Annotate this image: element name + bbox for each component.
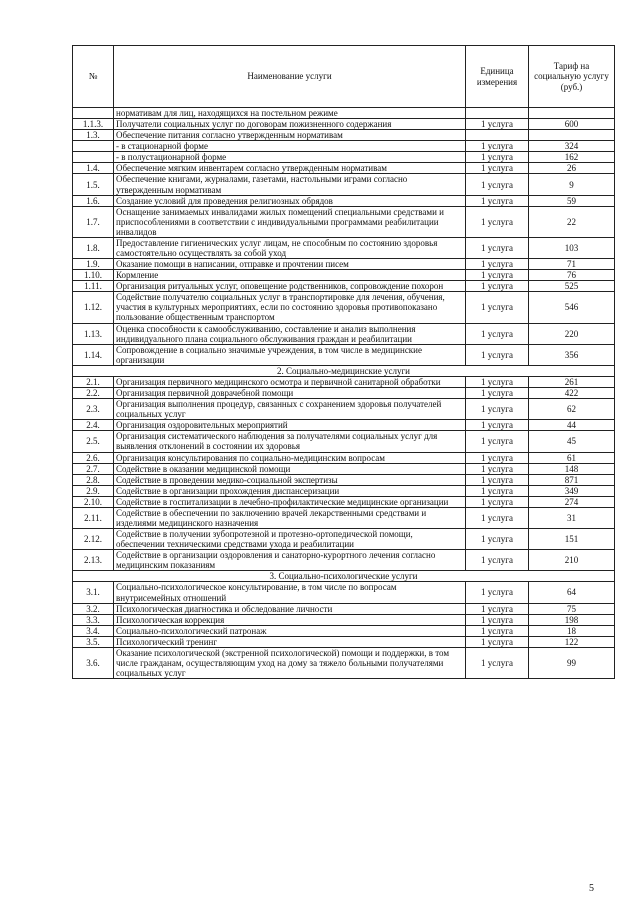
row-number-cell: 2.4. [73,420,114,431]
price-cell: 871 [529,474,615,485]
table-row [73,376,615,387]
row-number-cell: 2.8. [73,474,114,485]
price-cell: 122 [529,636,615,647]
service-name-cell: Психологический тренинг [114,636,466,647]
service-name-cell: Создание условий для проведения религиозных обрядов [114,195,466,206]
price-cell: 324 [529,141,615,152]
service-name-cell: Сопровождение в социально значимые учреждения, в том числе в медицинские организации [114,344,466,365]
table-row [73,292,615,323]
row-number-cell: 1.13. [73,323,114,344]
table-row [73,270,615,281]
table-row [73,281,615,292]
price-cell: 261 [529,376,615,387]
row-number-cell: 2.9. [73,485,114,496]
row-number-cell: 1.6. [73,195,114,206]
table-row [73,195,615,206]
row-number-cell: 1.7. [73,206,114,237]
page-number: 5 [589,883,594,894]
service-name-cell: нормативам для лиц, находящихся на постельном режиме [114,108,466,119]
section-title: 3. Социально-психологические услуги [73,571,615,582]
table-row [73,323,615,344]
table-body [73,108,615,679]
price-cell: 349 [529,485,615,496]
service-name-cell: Содействие в организации оздоровления и санаторно-курортного лечения согласно медицинским показаниям [114,550,466,571]
row-number-cell: 2.6. [73,452,114,463]
price-cell: 61 [529,452,615,463]
table-row [73,614,615,625]
price-cell [529,108,615,119]
unit-cell: 1 услуга [466,152,529,163]
row-number-cell: 3.6. [73,647,114,678]
table-row [73,130,615,141]
service-name-cell: Содействие в госпитализации в лечебно-профилактические медицинские организации [114,496,466,507]
price-cell: 18 [529,625,615,636]
service-name-cell: Организация ритуальных услуг, оповещение родственников, сопровождение похорон [114,281,466,292]
unit-cell: 1 услуга [466,206,529,237]
price-cell: 162 [529,152,615,163]
service-name-cell: Предоставление гигиенических услуг лицам, не способным по состоянию здоровья самостоятельно осуществлять за собой уход [114,237,466,258]
service-name-cell: Получатели социальных услуг по договорам пожизненного содержания [114,119,466,130]
service-name-cell: Организация оздоровительных мероприятий [114,420,466,431]
service-name-cell: Социально-психологический патронаж [114,625,466,636]
table-row [73,152,615,163]
price-cell: 59 [529,195,615,206]
price-cell: 75 [529,603,615,614]
table-row [73,388,615,399]
unit-cell [466,108,529,119]
service-name-cell: Организация первичной доврачебной помощи [114,388,466,399]
table-row [73,625,615,636]
service-name-cell: Оценка способности к самообслуживанию, составление и анализ выполнения индивидуального плана социального обслуживания граждан и реабилитации [114,323,466,344]
unit-cell: 1 услуга [466,195,529,206]
price-cell: 76 [529,270,615,281]
table-row [73,529,615,550]
unit-cell: 1 услуга [466,474,529,485]
price-cell: 422 [529,388,615,399]
unit-cell: 1 услуга [466,636,529,647]
unit-cell: 1 услуга [466,259,529,270]
table-row [73,108,615,119]
table-row [73,507,615,528]
service-name-cell: Содействие в организации прохождения диспансеризации [114,485,466,496]
table-row [73,582,615,603]
table-row [73,603,615,614]
unit-cell: 1 услуга [466,174,529,195]
row-number-cell: 2.2. [73,388,114,399]
service-name-cell: Организация первичного медицинского осмотра и первичной санитарной обработки [114,376,466,387]
service-name-cell: Содействие в оказании медицинской помощи [114,463,466,474]
row-number-cell: 1.12. [73,292,114,323]
unit-cell [466,130,529,141]
price-cell: 525 [529,281,615,292]
price-cell [529,130,615,141]
price-cell: 220 [529,323,615,344]
row-number-cell: 1.9. [73,259,114,270]
price-cell: 62 [529,399,615,420]
row-number-cell: 2.7. [73,463,114,474]
unit-cell: 1 услуга [466,376,529,387]
price-cell: 71 [529,259,615,270]
table-row [73,550,615,571]
header-num: № [73,46,114,108]
row-number-cell: 1.8. [73,237,114,258]
row-number-cell: 3.2. [73,603,114,614]
price-cell: 45 [529,431,615,452]
price-cell: 198 [529,614,615,625]
unit-cell: 1 услуга [466,550,529,571]
unit-cell: 1 услуга [466,163,529,174]
unit-cell: 1 услуга [466,582,529,603]
service-name-cell: Психологическая диагностика и обследование личности [114,603,466,614]
table-row [73,237,615,258]
unit-cell: 1 услуга [466,420,529,431]
unit-cell: 1 услуга [466,647,529,678]
table-row [73,431,615,452]
row-number-cell: 2.5. [73,431,114,452]
section-header-row [73,571,615,582]
unit-cell: 1 услуга [466,625,529,636]
unit-cell: 1 услуга [466,507,529,528]
table-row [73,119,615,130]
price-cell: 151 [529,529,615,550]
price-cell: 103 [529,237,615,258]
service-name-cell: Оказание психологической (экстренной психологической) помощи и поддержки, в том числе гражданам, осуществляющим уход на дому за тяжело больными получателями социальных услуг [114,647,466,678]
unit-cell: 1 услуга [466,141,529,152]
table-row [73,452,615,463]
table-row [73,163,615,174]
unit-cell: 1 услуга [466,281,529,292]
service-name-cell: Организация выполнения процедур, связанных с сохранением здоровья получателей социальных услуг [114,399,466,420]
unit-cell: 1 услуга [466,292,529,323]
row-number-cell: 2.12. [73,529,114,550]
price-cell: 31 [529,507,615,528]
row-number-cell [73,141,114,152]
table-row [73,485,615,496]
row-number-cell: 1.1.3. [73,119,114,130]
unit-cell: 1 услуга [466,452,529,463]
service-name-cell: Обеспечение питания согласно утвержденным нормативам [114,130,466,141]
table-header-row [73,46,615,108]
row-number-cell: 3.4. [73,625,114,636]
row-number-cell [73,108,114,119]
row-number-cell: 2.1. [73,376,114,387]
table-row [73,174,615,195]
service-name-cell: Содействие в проведении медико-социальной экспертизы [114,474,466,485]
section-title: 2. Социально-медицинские услуги [73,365,615,376]
service-name-cell: Психологическая коррекция [114,614,466,625]
unit-cell: 1 услуга [466,603,529,614]
service-name-cell: - в полустационарной форме [114,152,466,163]
section-header-row [73,365,615,376]
row-number-cell: 2.11. [73,507,114,528]
service-name-cell: Социально-психологическое консультирование, в том числе по вопросам внутрисемейных отношений [114,582,466,603]
table-row [73,206,615,237]
table-row [73,647,615,678]
header-price: Тариф на социальную услугу (руб.) [529,46,615,108]
service-name-cell: Обеспечение книгами, журналами, газетами, настольными играми согласно утвержденным нормативам [114,174,466,195]
unit-cell: 1 услуга [466,614,529,625]
service-name-cell: Оказание помощи в написании, отправке и прочтении писем [114,259,466,270]
unit-cell: 1 услуга [466,344,529,365]
row-number-cell: 1.10. [73,270,114,281]
row-number-cell: 3.3. [73,614,114,625]
unit-cell: 1 услуга [466,463,529,474]
row-number-cell: 3.5. [73,636,114,647]
row-number-cell: 3.1. [73,582,114,603]
table-row [73,636,615,647]
unit-cell: 1 услуга [466,270,529,281]
row-number-cell: 2.10. [73,496,114,507]
unit-cell: 1 услуга [466,529,529,550]
service-name-cell: Содействие получателю социальных услуг в транспортировке для лечения, обучения, участия в культурных мероприятиях, если по состоянию здоровья противопоказано пользование общественным транспортом [114,292,466,323]
header-unit: Единица измерения [466,46,529,108]
price-cell: 64 [529,582,615,603]
price-cell: 26 [529,163,615,174]
row-number-cell: 1.4. [73,163,114,174]
price-cell: 44 [529,420,615,431]
table-row [73,463,615,474]
unit-cell: 1 услуга [466,237,529,258]
row-number-cell [73,152,114,163]
table-row [73,399,615,420]
header-name: Наименование услуги [114,46,466,108]
row-number-cell: 1.3. [73,130,114,141]
unit-cell: 1 услуга [466,485,529,496]
price-cell: 148 [529,463,615,474]
unit-cell: 1 услуга [466,323,529,344]
table-row [73,259,615,270]
price-cell: 600 [529,119,615,130]
price-cell: 9 [529,174,615,195]
price-cell: 99 [529,647,615,678]
price-cell: 274 [529,496,615,507]
unit-cell: 1 услуга [466,119,529,130]
service-name-cell: Оснащение занимаемых инвалидами жилых помещений специальными средствами и приспособлениями в соответствии с индивидуальными программами реабилитации инвалидов [114,206,466,237]
service-name-cell: Организация консультирования по социально-медицинским вопросам [114,452,466,463]
unit-cell: 1 услуга [466,388,529,399]
tariff-table [72,45,615,679]
row-number-cell: 1.14. [73,344,114,365]
row-number-cell: 2.13. [73,550,114,571]
service-name-cell: - в стационарной форме [114,141,466,152]
row-number-cell: 1.11. [73,281,114,292]
table-row [73,141,615,152]
price-cell: 546 [529,292,615,323]
table-row [73,496,615,507]
price-cell: 356 [529,344,615,365]
table-row [73,420,615,431]
table-row [73,344,615,365]
service-name-cell: Содействие в получении зубопротезной и протезно-ортопедической помощи, обеспечении техническими средствами ухода и реабилитации [114,529,466,550]
unit-cell: 1 услуга [466,496,529,507]
service-name-cell: Обеспечение мягким инвентарем согласно утвержденным нормативам [114,163,466,174]
price-cell: 22 [529,206,615,237]
unit-cell: 1 услуга [466,399,529,420]
row-number-cell: 2.3. [73,399,114,420]
price-cell: 210 [529,550,615,571]
service-name-cell: Организация систематического наблюдения за получателями социальных услуг для выявления отклонений в состоянии их здоровья [114,431,466,452]
row-number-cell: 1.5. [73,174,114,195]
service-name-cell: Кормление [114,270,466,281]
unit-cell: 1 услуга [466,431,529,452]
table-row [73,474,615,485]
service-name-cell: Содействие в обеспечении по заключению врачей лекарственными средствами и изделиями медицинского назначения [114,507,466,528]
